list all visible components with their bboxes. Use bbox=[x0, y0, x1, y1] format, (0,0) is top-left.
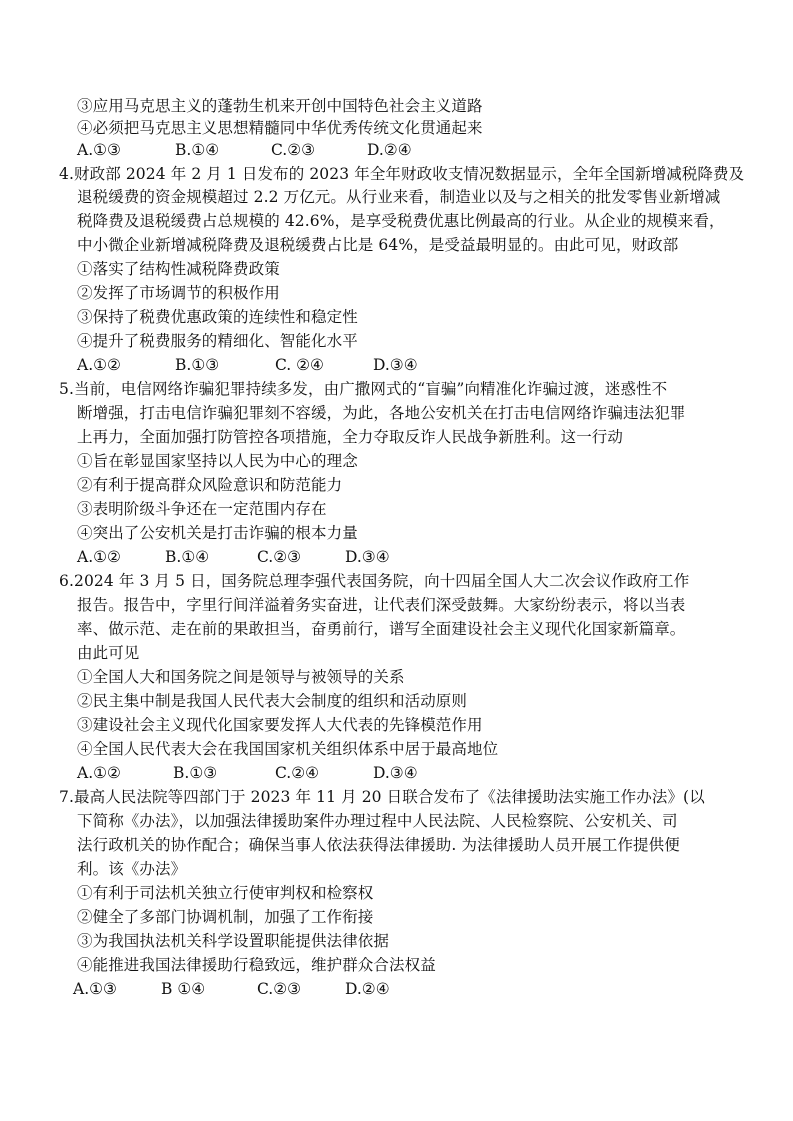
q7-option-c: C.②③ bbox=[257, 980, 302, 998]
q7-statement-3: ③为我国执法机关科学设置职能提供法律依据 bbox=[77, 932, 390, 950]
q4-options bbox=[77, 354, 477, 376]
q4-option-d: D.③④ bbox=[373, 356, 418, 374]
q4-stem-line-2: 退税缓费的资金规模超过 2.2 万亿元。从行业来看，制造业以及与之相关的批发零售业新增减 bbox=[77, 188, 721, 206]
q7-statement-1: ①有利于司法机关独立行使审判权和检察权 bbox=[77, 884, 374, 902]
q7-stem-line-3: 法行政机关的协作配合；确保当事人依法获得法律援助. 为法律援助人员开展工作提供便 bbox=[77, 836, 680, 854]
q5-options bbox=[77, 546, 477, 568]
q5-option-d: D.③④ bbox=[345, 548, 390, 566]
q5-statement-1: ①旨在彰显国家坚持以人民为中心的理念 bbox=[77, 452, 358, 470]
q7-statement-2: ②健全了多部门协调机制，加强了工作衔接 bbox=[77, 908, 374, 926]
q7-statement-4: ④能推进我国法律援助行稳致远，维护群众合法权益 bbox=[77, 956, 436, 974]
q7-option-b: B ①④ bbox=[161, 980, 206, 998]
q6-stem-line-4: 由此可见 bbox=[77, 644, 140, 662]
q3-option-a: A.①③ bbox=[77, 141, 121, 159]
q3-option-d: D.②④ bbox=[367, 141, 412, 159]
q6-statement-3: ③建设社会主义现代化国家要发挥人大代表的先锋模范作用 bbox=[77, 716, 483, 734]
q6-statement-2: ②民主集中制是我国人民代表大会制度的组织和活动原则 bbox=[77, 692, 468, 710]
q4-stem-line-3: 税降费及退税缓费占总规模的 42.6%，是享受税费优惠比例最高的行业。从企业的规模来看， bbox=[77, 212, 725, 230]
q5-statement-4: ④突出了公安机关是打击诈骗的根本力量 bbox=[77, 524, 358, 542]
q4-statement-1: ①落实了结构性减税降费政策 bbox=[77, 260, 280, 278]
q6-option-d: D.③④ bbox=[373, 764, 418, 782]
q7-options bbox=[73, 978, 473, 1000]
q4-option-b: B.①③ bbox=[175, 356, 220, 374]
q3-statement-4: ④必须把马克思主义思想精髓同中华优秀传统文化贯通起来 bbox=[77, 119, 483, 137]
q6-statement-4: ④全国人民代表大会在我国国家机关组织体系中居于最高地位 bbox=[77, 740, 499, 758]
q6-option-c: C.②④ bbox=[275, 764, 320, 782]
q4-stem-line-4: 中小微企业新增减税降费及退税缓费占比是 64%，是受益最明显的。由此可见，财政部 bbox=[77, 236, 679, 254]
q4-statement-2: ②发挥了市场调节的积极作用 bbox=[77, 284, 280, 302]
q6-statement-1: ①全国人大和国务院之间是领导与被领导的关系 bbox=[77, 668, 405, 686]
q3-option-b: B.①④ bbox=[175, 141, 220, 159]
q5-statement-3: ③表明阶级斗争还在一定范围内存在 bbox=[77, 500, 327, 518]
q7-stem-line-1: 7.最高人民法院等四部门于 2023 年 11 月 20 日联合发布了《法律援助法实施工作办法》(以 bbox=[59, 788, 705, 806]
q4-option-a: A.①② bbox=[77, 356, 121, 374]
q5-option-b: B.①④ bbox=[165, 548, 210, 566]
q5-stem-line-2: 断增强，打击电信诈骗犯罪刻不容缓，为此，各地公安机关在打击电信网络诈骗违法犯罪 bbox=[77, 404, 686, 422]
q5-stem-line-1: 5.当前，电信网络诈骗犯罪持续多发，由广撒网式的“盲骗”向精准化诈骗过渡，迷惑性不 bbox=[59, 380, 668, 398]
q6-options bbox=[77, 762, 477, 784]
q3-options bbox=[77, 139, 477, 161]
q5-stem-line-3: 上再力，全面加强打防管控各项措施，全力夺取反诈人民战争新胜利。这一行动 bbox=[77, 428, 624, 446]
q6-option-a: A.①② bbox=[77, 764, 121, 782]
q4-statement-3: ③保持了税费优惠政策的连续性和稳定性 bbox=[77, 308, 358, 326]
q4-statement-4: ④提升了税费服务的精细化、智能化水平 bbox=[77, 332, 358, 350]
q3-option-c: C.②③ bbox=[271, 141, 316, 159]
q6-stem-line-2: 报告。报告中，字里行间洋溢着务实奋进，让代表们深受鼓舞。大家纷纷表示，将以当表 bbox=[77, 596, 686, 614]
q6-stem-line-1: 6.2024 年 3 月 5 日，国务院总理李强代表国务院，向十四届全国人大二次会议作政府工作 bbox=[59, 572, 690, 590]
q3-statement-3: ③应用马克思主义的蓬勃生机来开创中国特色社会主义道路 bbox=[77, 97, 483, 115]
q7-option-d: D.②④ bbox=[345, 980, 390, 998]
q7-stem-line-2: 下简称《办法》，以加强法律援助案件办理过程中人民法院、人民检察院、公安机关、司 bbox=[77, 812, 678, 830]
q4-stem-line-1: 4.财政部 2024 年 2 月 1 日发布的 2023 年全年财政收支情况数据显示，全年全国新增减税降费及 bbox=[59, 165, 745, 183]
q5-option-a: A.①② bbox=[77, 548, 121, 566]
q7-stem-line-4: 利。该《办法》 bbox=[77, 860, 187, 878]
q6-option-b: B.①③ bbox=[173, 764, 218, 782]
q5-option-c: C.②③ bbox=[257, 548, 302, 566]
q6-stem-line-3: 率、做示范、走在前的果敢担当，奋勇前行，谱写全面建设社会主义现代化国家新篇章。 bbox=[77, 620, 686, 638]
q5-statement-2: ②有利于提高群众风险意识和防范能力 bbox=[77, 476, 343, 494]
q7-option-a: A.①③ bbox=[73, 980, 117, 998]
q4-option-c: C. ②④ bbox=[275, 356, 324, 374]
